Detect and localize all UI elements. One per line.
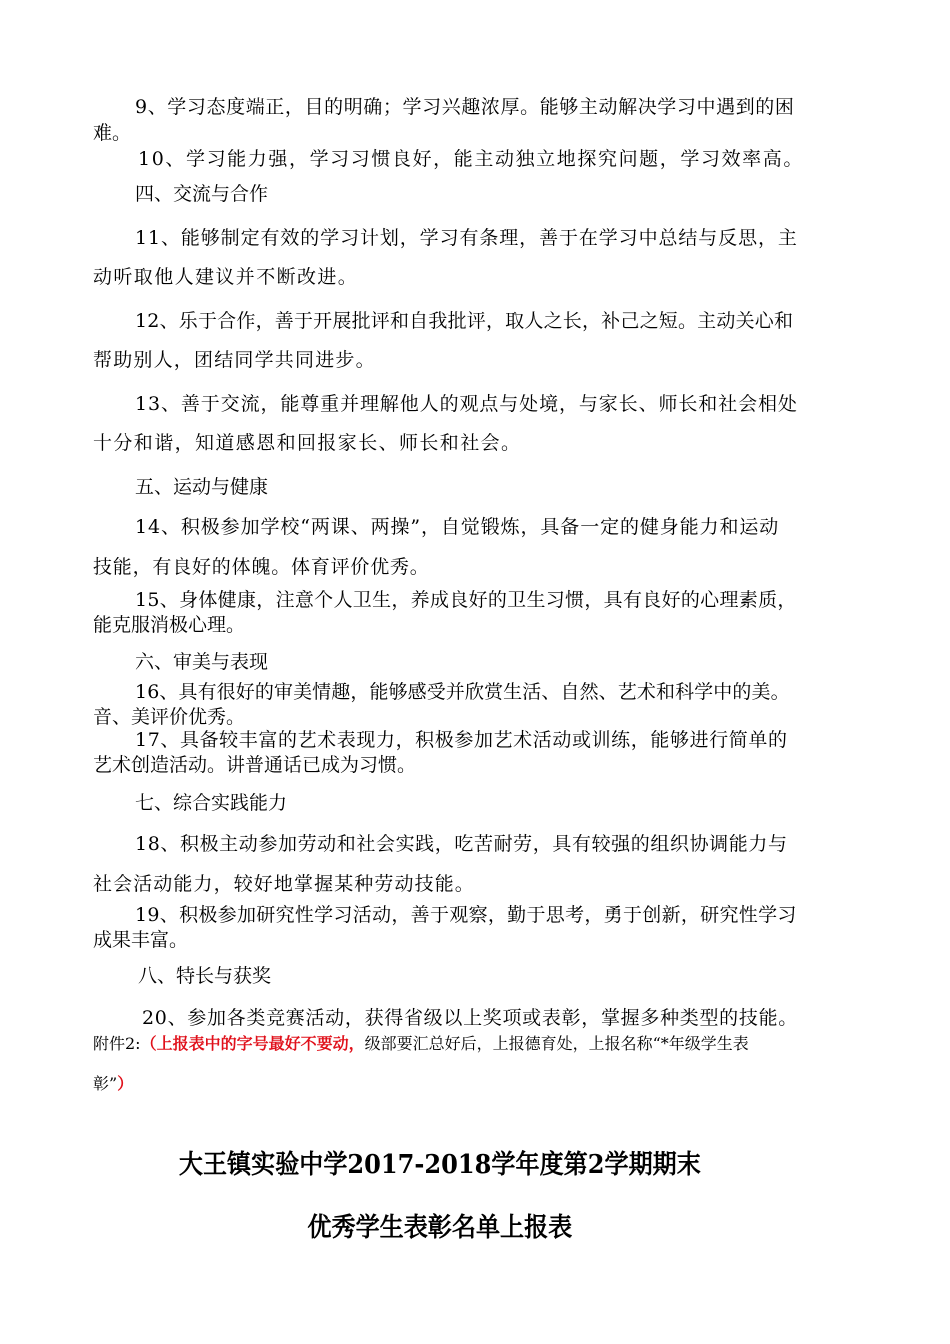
text-line: 12、乐于合作，善于开展批评和自我批评，取人之长，补己之短。主动关心和 (135, 310, 794, 332)
section-heading: 六、审美与表现 (135, 651, 269, 673)
text-line: 18、积极主动参加劳动和社会实践，吃苦耐劳，具有较强的组织协调能力与 (135, 833, 788, 855)
text-line: 技能，有良好的体魄。体育评价优秀。 (93, 556, 430, 578)
text-line: 19、积极参加研究性学习活动，善于观察，勤于思考，勇于创新，研究性学习 (135, 904, 797, 926)
attachment-notice (93, 1032, 749, 1056)
section-heading: 八、特长与获奖 (138, 965, 272, 987)
attachment-label: 附件2: (93, 1034, 141, 1053)
text-line: 成果丰富。 (93, 929, 189, 951)
text-line: 9、学习态度端正，目的明确；学习兴趣浓厚。能够主动解决学习中遇到的困 (135, 96, 795, 118)
text-line: 15、身体健康，注意个人卫生，养成良好的卫生习惯，具有良好的心理素质， (135, 589, 797, 611)
text-line: 音、美评价优秀。 (93, 706, 246, 728)
document-title-line1: 大王镇实验中学2017-2018学年度第2学期期末 (178, 1150, 701, 1180)
text-line: 难。 (93, 122, 132, 144)
text-line: 11、能够制定有效的学习计划，学习有条理，善于在学习中总结与反思，主 (135, 227, 798, 249)
text-line: 10、学习能力强，学习习惯良好，能主动独立地探究问题，学习效率高。 (138, 148, 804, 170)
text-line: 17、具备较丰富的艺术表现力，积极参加艺术活动或训练，能够进行简单的 (135, 729, 788, 751)
section-heading: 五、运动与健康 (135, 476, 269, 498)
text-line: 艺术创造活动。讲普通话已成为习惯。 (93, 754, 417, 776)
text-line: 14、积极参加学校“两课、两操”，自觉锻炼，具备一定的健身能力和运动 (135, 516, 780, 538)
attachment-notice-line2 (93, 1072, 133, 1096)
text-line: 能克服消极心理。 (93, 614, 246, 636)
document-title-line2: 优秀学生表彰名单上报表 (307, 1213, 573, 1243)
notice-close-paren: ） (117, 1074, 134, 1093)
notice-warning: （上报表中的字号最好不要动， (140, 1034, 365, 1053)
text-line: 20、参加各类竞赛活动，获得省级以上奖项或表彰，掌握多种类型的技能。 (142, 1007, 798, 1029)
notice-instruction: 级部要汇总好后，上报德育处，上报名称“*年级学生表 (364, 1034, 749, 1053)
text-line: 13、善于交流，能尊重并理解他人的观点与处境，与家长、师长和社会相处 (135, 393, 798, 415)
notice-instruction-end: 彰” (93, 1074, 118, 1093)
text-line: 帮助别人，团结同学共同进步。 (93, 349, 376, 371)
text-line: 十分和谐，知道感恩和回报家长、师长和社会。 (93, 432, 522, 454)
text-line: 16、具有很好的审美情趣，能够感受并欣赏生活、自然、艺术和科学中的美。 (135, 681, 790, 703)
section-heading: 七、综合实践能力 (135, 792, 288, 814)
section-heading: 四、交流与合作 (135, 183, 269, 205)
text-line: 社会活动能力，较好地掌握某种劳动技能。 (93, 873, 475, 895)
text-line: 动听取他人建议并不断改进。 (93, 266, 359, 288)
